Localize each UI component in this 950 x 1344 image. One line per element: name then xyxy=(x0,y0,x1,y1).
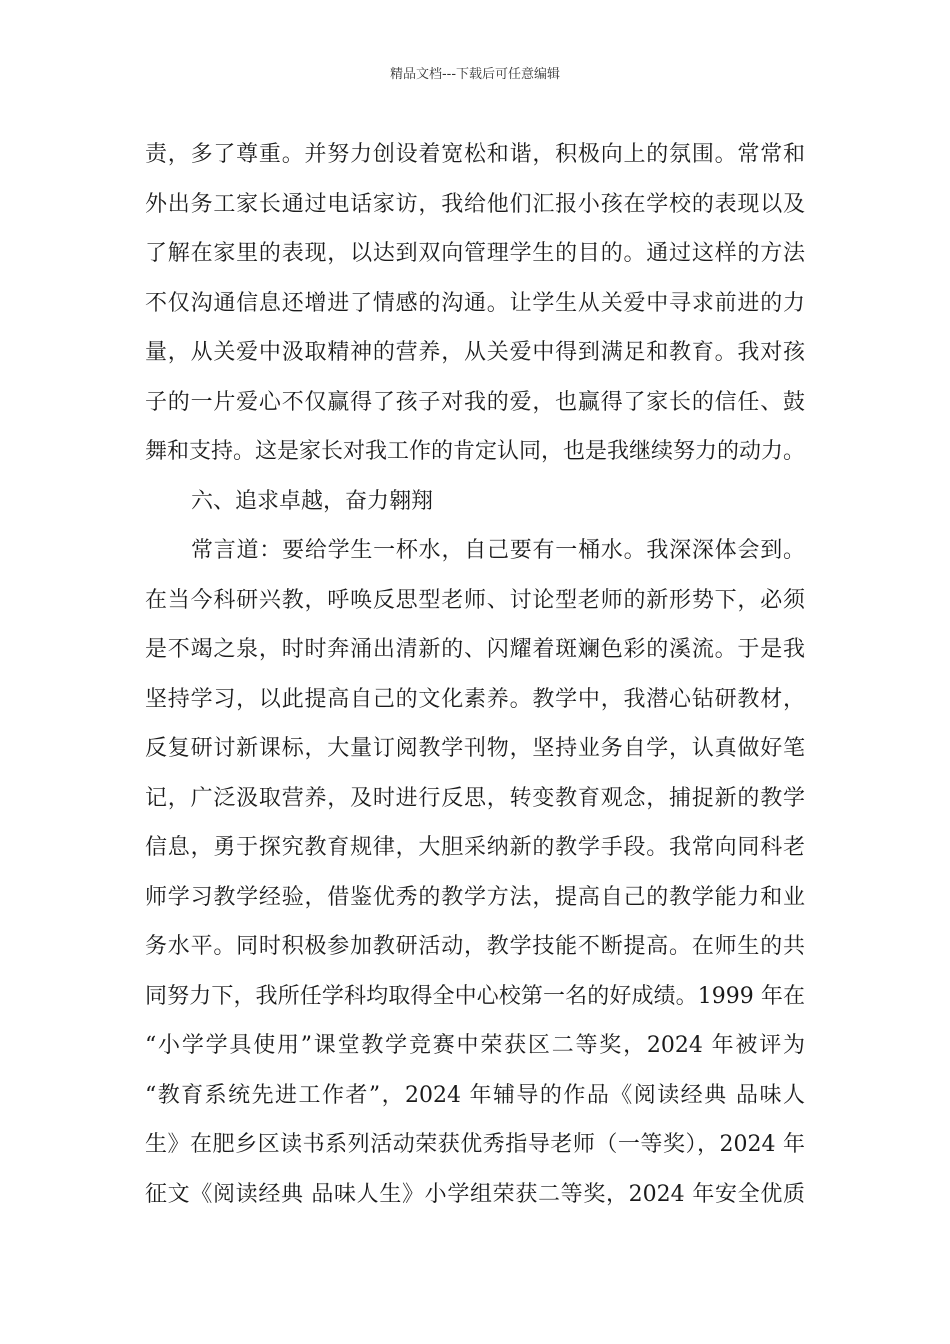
text-line: 同努力下，我所任学科均取得全中心校第一名的好成绩。1999 年在 xyxy=(145,983,805,1009)
text-line: “教育系统先进工作者”，2024 年辅导的作品《阅读经典 品味人 xyxy=(145,1082,805,1108)
text-line: 常言道：要给学生一杯水，自己要有一桶水。我深深体会到。 xyxy=(191,538,805,563)
text-line: 了解在家里的表现，以达到双向管理学生的目的。通过这样的方法 xyxy=(145,241,805,266)
text-line: 外出务工家长通过电话家访，我给他们汇报小孩在学校的表现以及 xyxy=(145,191,805,217)
text-line: 责，多了尊重。并努力创设着宽松和谐，积极向上的氛围。常常和 xyxy=(145,142,805,167)
text-line: 六、追求卓越，奋力翱翔 xyxy=(191,488,434,514)
text-line: 量，从关爱中汲取精神的营养，从关爱中得到满足和教育。我对孩 xyxy=(145,340,805,365)
text-line: 记，广泛汲取营养，及时进行反思，转变教育观念，捕捉新的教学 xyxy=(145,785,805,811)
text-line: 务水平。同时积极参加教研活动，教学技能不断提高。在师生的共 xyxy=(145,934,805,959)
page-header: 精品文档---下载后可任意编辑 xyxy=(389,67,561,82)
text-line: 舞和支持。这是家长对我工作的肯定认同，也是我继续努力的动力。 xyxy=(145,439,806,464)
text-line: 子的一片爱心不仅赢得了孩子对我的爱，也赢得了家长的信任、鼓 xyxy=(145,389,805,415)
text-line: 不仅沟通信息还增进了情感的沟通。让学生从关爱中寻求前进的力 xyxy=(145,290,805,316)
text-line: 坚持学习，以此提高自己的文化素养。教学中，我潜心钻研教材， xyxy=(145,686,805,712)
text-line: 反复研讨新课标，大量订阅教学刊物，坚持业务自学，认真做好笔 xyxy=(145,736,805,761)
text-line: 生》在肥乡区读书系列活动荣获优秀指导老师（一等奖），2024 年 xyxy=(145,1132,805,1157)
text-line: “小学学具使用”课堂教学竞赛中荣获区二等奖，2024 年被评为 xyxy=(145,1033,805,1058)
text-line: 是不竭之泉，时时奔涌出清新的、闪耀着斑斓色彩的溪流。于是我 xyxy=(145,637,805,662)
text-line: 征文《阅读经典 品味人生》小学组荣获二等奖，2024 年安全优质 xyxy=(145,1181,805,1207)
text-line: 师学习教学经验，借鉴优秀的教学方法，提高自己的教学能力和业 xyxy=(145,884,805,910)
body-text xyxy=(145,130,805,1219)
text-line: 在当今科研兴教，呼唤反思型老师、讨论型老师的新形势下，必须 xyxy=(145,587,805,613)
text-line: 信息，勇于探究教育规律，大胆采纳新的教学手段。我常向同科老 xyxy=(145,835,805,860)
